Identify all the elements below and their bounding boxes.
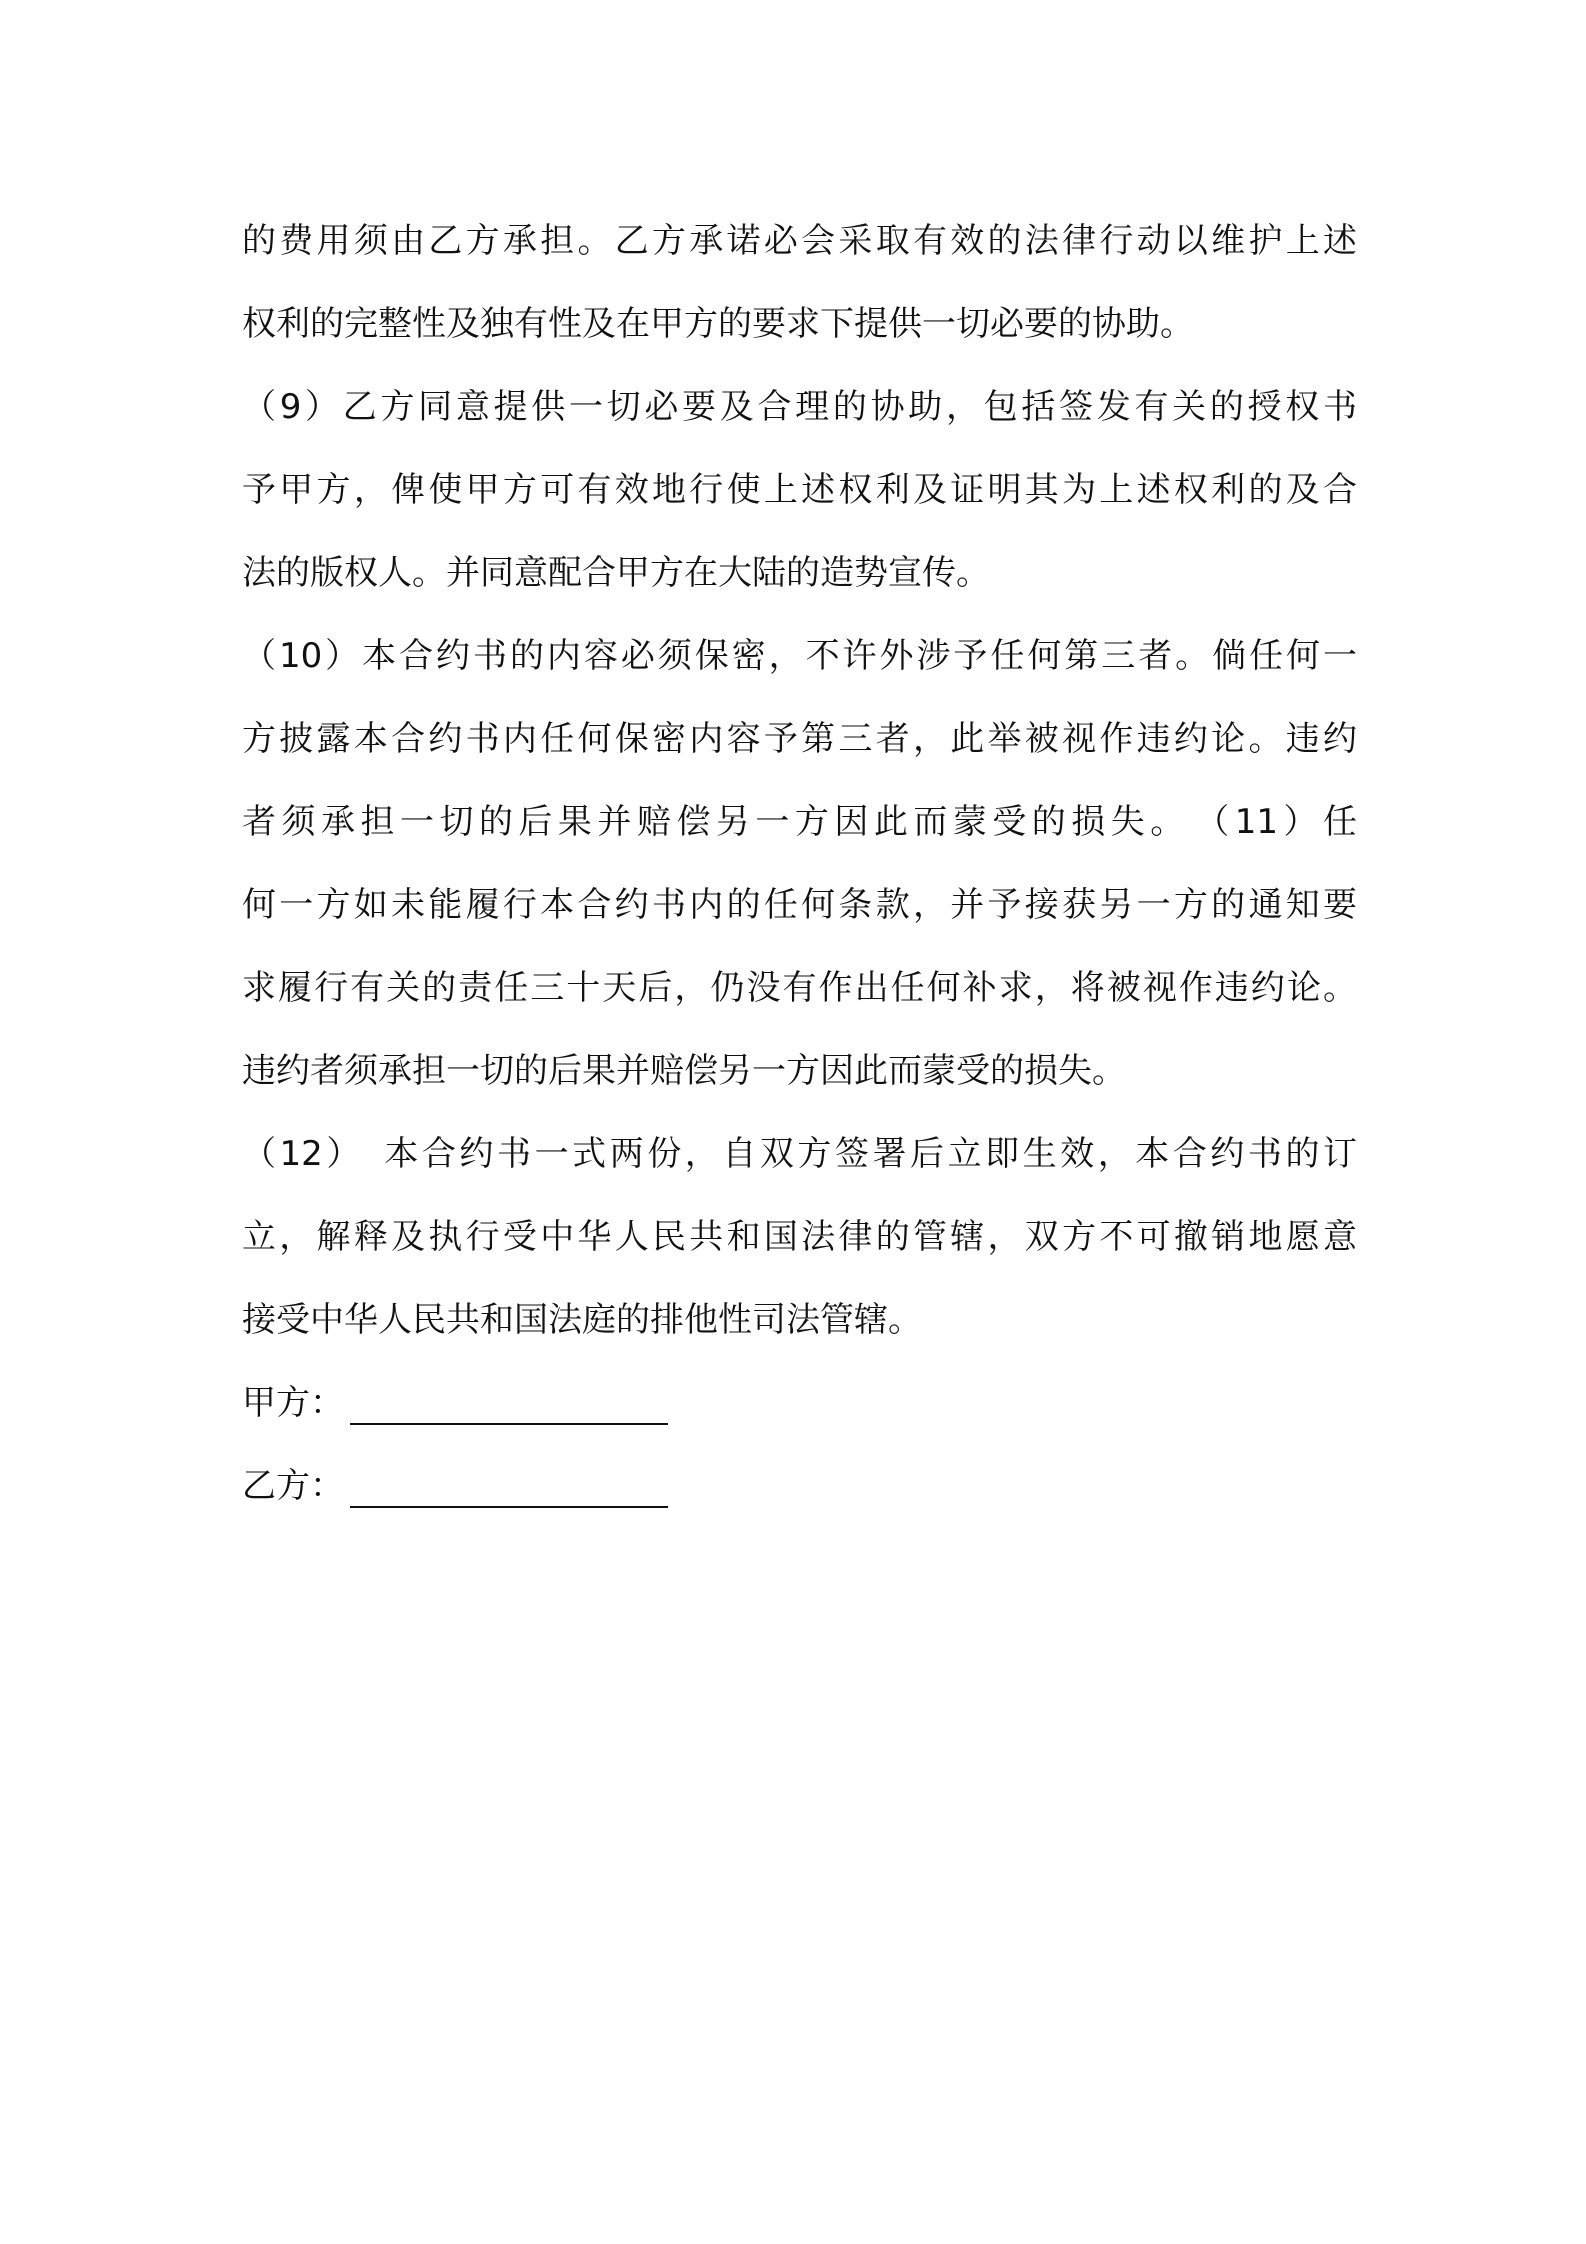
clause-9-line-1: （9）乙方同意提供一切必要及合理的协助，包括签发有关的授权书 <box>242 387 1357 427</box>
clause-9-line-2: 予甲方，俾使甲方可有效地行使上述权利及证明其为上述权利的及合 <box>242 470 1357 510</box>
clause-11-line-2: 求履行有关的责任三十天后，仍没有作出任何补求，将被视作违约论。 <box>242 968 1357 1008</box>
party-a-signature-line <box>350 1389 668 1425</box>
signature-party-a <box>242 1362 1357 1445</box>
contract-body <box>242 200 1357 1528</box>
clause-9-line-3: 法的版权人。并同意配合甲方在大陆的造势宣传。 <box>242 553 990 593</box>
clause-10-line-1: （10）本合约书的内容必须保密，不许外涉予任何第三者。倘任何一 <box>242 636 1357 676</box>
paragraph-line-1: 的费用须由乙方承担。乙方承诺必会采取有效的法律行动以维护上述 <box>242 221 1357 261</box>
clause-11-line-1: 何一方如未能履行本合约书内的任何条款，并予接获另一方的通知要 <box>242 885 1357 925</box>
clause-12-line-1: （12） 本合约书一式两份，自双方签署后立即生效，本合约书的订 <box>242 1134 1357 1174</box>
party-a-label: 甲方： <box>242 1383 344 1423</box>
paragraph-line-2: 权利的完整性及独有性及在甲方的要求下提供一切必要的协助。 <box>242 304 1194 344</box>
party-b-label: 乙方： <box>242 1466 344 1506</box>
clause-12-line-3: 接受中华人民共和国法庭的排他性司法管辖。 <box>242 1300 922 1340</box>
clause-10-line-2: 方披露本合约书内任何保密内容予第三者，此举被视作违约论。违约 <box>242 719 1357 759</box>
party-b-signature-line <box>350 1472 668 1508</box>
clause-10-line-3: 者须承担一切的后果并赔偿另一方因此而蒙受的损失。 （11）任 <box>242 802 1357 842</box>
signature-party-b <box>242 1445 1357 1528</box>
clause-12-line-2: 立，解释及执行受中华人民共和国法律的管辖，双方不可撤销地愿意 <box>242 1217 1357 1257</box>
clause-11-line-3: 违约者须承担一切的后果并赔偿另一方因此而蒙受的损失。 <box>242 1051 1126 1091</box>
